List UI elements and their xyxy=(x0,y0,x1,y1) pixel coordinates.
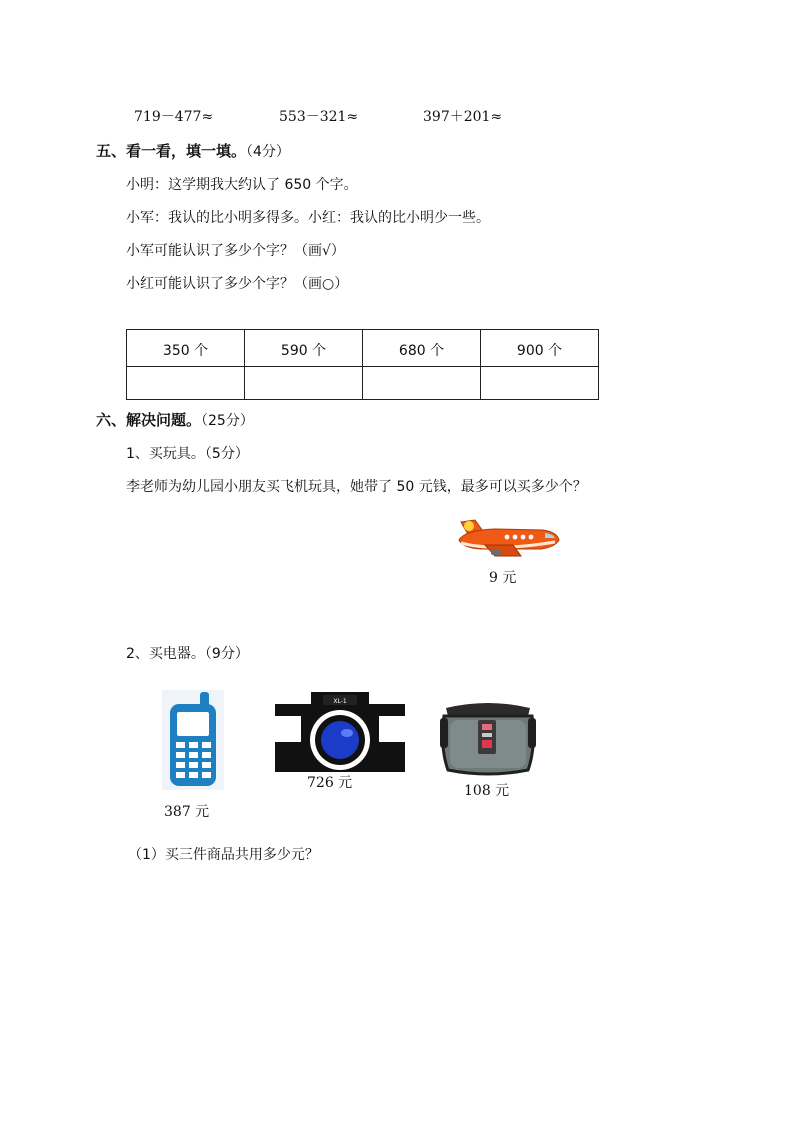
camera-model-label: XL-1 xyxy=(333,698,347,705)
camera-price: 726 元 xyxy=(307,775,353,791)
table-header-cell: 680 个 xyxy=(363,330,481,367)
airplane-price: 9 元 xyxy=(489,570,517,586)
q1-text: 李老师为幼儿园小朋友买飞机玩具，她带了 50 元钱，最多可以买多少个？ xyxy=(126,479,587,495)
answer-cell[interactable] xyxy=(363,367,481,400)
section5-line-1: 小明：这学期我大约认了 650 个字。 xyxy=(126,177,358,193)
q1-title: 1、买玩具。（5分） xyxy=(126,446,249,462)
rice-cooker-icon xyxy=(440,698,536,778)
answer-cell[interactable] xyxy=(245,367,363,400)
q2-sub1: （1）买三件商品共用多少元？ xyxy=(128,847,319,863)
section5-line-3: 小军可能认识了多少个字？（画√） xyxy=(126,243,345,259)
camera-icon xyxy=(275,688,405,772)
table-header-cell: 900 个 xyxy=(481,330,599,367)
estimate-1: 719－477≈ xyxy=(134,109,214,125)
phone-icon xyxy=(162,690,224,790)
table-header-cell: 590 个 xyxy=(245,330,363,367)
section5-title: 五、看一看，填一填。 xyxy=(96,142,247,160)
airplane-icon xyxy=(455,512,561,560)
answer-cell[interactable] xyxy=(127,367,245,400)
section6-score: （25分） xyxy=(201,413,254,429)
section6-heading xyxy=(96,409,254,430)
estimate-3: 397＋201≈ xyxy=(423,109,503,125)
section6-title: 六、解决问题。 xyxy=(96,411,202,429)
section5-line-4: 小红可能认识了多少个字？（画○） xyxy=(126,276,349,292)
section5-score: （4分） xyxy=(246,144,290,160)
estimate-2: 553－321≈ xyxy=(279,109,359,125)
section5-line-2: 小军：我认的比小明多得多。小红：我认的比小明少一些。 xyxy=(126,210,490,226)
answer-table xyxy=(126,329,599,400)
phone-price: 387 元 xyxy=(164,804,210,820)
section5-heading xyxy=(96,140,290,161)
table-header-cell: 350 个 xyxy=(127,330,245,367)
q2-title: 2、买电器。（9分） xyxy=(126,646,249,662)
cooker-price: 108 元 xyxy=(464,783,510,799)
answer-cell[interactable] xyxy=(481,367,599,400)
